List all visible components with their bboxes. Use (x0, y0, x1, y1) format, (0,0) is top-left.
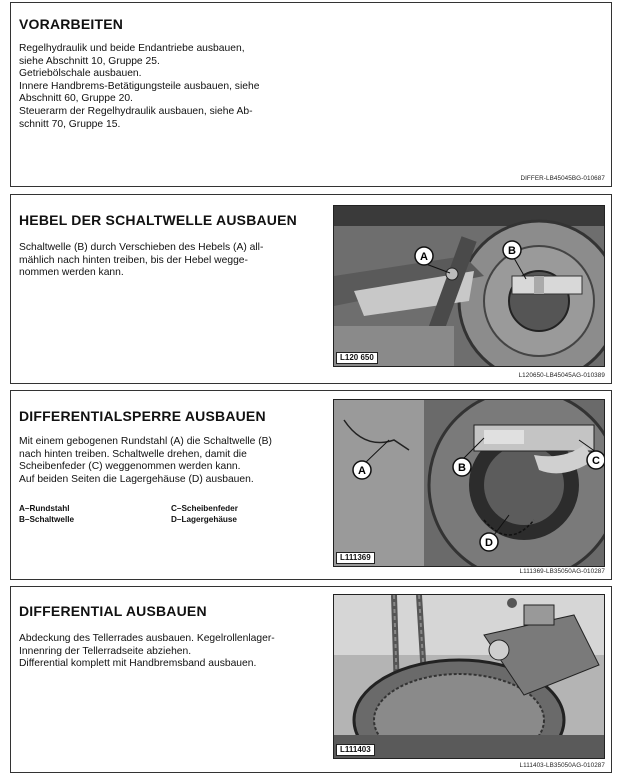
body-line: Mit einem gebogenen Rundstahl (A) die Schaltwelle (B) (19, 436, 272, 447)
callout-c: C (592, 455, 600, 467)
body-line: Scheibenfeder (C) weggenommen werden kann. (19, 461, 241, 473)
photo-illustration (334, 400, 604, 566)
body-line: Innenring der Tellerradseite abziehen. (19, 645, 192, 657)
section-title: VORARBEITEN (19, 16, 124, 32)
section-title: DIFFERENTIALSPERRE AUSBAUEN (19, 408, 266, 424)
callout-a: A (358, 465, 366, 477)
reference-code: DIFFER-LB45045BG-010687 (520, 175, 605, 182)
body-line: Regelhydraulik und beide Endantriebe ausbauen, (19, 43, 245, 54)
photo-illustration (334, 595, 604, 758)
section-differentialsperre (10, 390, 612, 580)
section-body (19, 43, 259, 131)
body-line: Innere Handbrems-Betätigungsteile ausbauen, siehe (19, 80, 260, 92)
body-line: Steuerarm der Regelhydraulik ausbauen, siehe Ab- (19, 105, 253, 117)
section-title: HEBEL DER SCHALTWELLE AUSBAUEN (19, 212, 297, 228)
body-line: Differential komplett mit Handbremsband ausbauen. (19, 658, 257, 670)
reference-code: L120650-LB45045AG-010389 (518, 372, 605, 379)
section-differential (10, 586, 612, 773)
legend-left (19, 504, 74, 525)
section-body (19, 242, 263, 280)
photo-label: L111369 (336, 552, 375, 564)
section-title: DIFFERENTIAL AUSBAUEN (19, 603, 207, 619)
legend-item: D–Lagergehäuse (171, 514, 237, 524)
body-line: schnitt 70, Gruppe 15. (19, 118, 121, 130)
body-line: Abschnitt 60, Gruppe 20. (19, 93, 133, 105)
section-hebel-schaltwelle (10, 194, 612, 384)
body-line: Schaltwelle (B) durch Verschieben des Hebels (A) all- (19, 242, 264, 253)
body-line: Getriebölschale ausbauen. (19, 68, 142, 80)
body-line: Abdeckung des Tellerrades ausbauen. Kegelrollenlager- (19, 633, 275, 644)
body-line: Auf beiden Seiten die Lagergehäuse (D) ausbauen. (19, 473, 254, 485)
reference-code: L111403-LB35050AG-010287 (519, 762, 605, 769)
callout-b: B (458, 462, 466, 474)
photo-differential (333, 594, 605, 759)
legend-right (171, 504, 238, 525)
photo-shift-lever (333, 205, 605, 367)
body-line: nommen werden kann. (19, 267, 124, 279)
photo-illustration (334, 206, 604, 366)
photo-label: L111403 (336, 744, 375, 756)
body-line: mählich nach hinten treiben, bis der Hebel wegge- (19, 254, 248, 266)
reference-code: L111369-LB35050AG-010287 (519, 568, 605, 575)
photo-diff-lock (333, 399, 605, 567)
legend-item: C–Scheibenfeder (171, 504, 238, 513)
body-line: nach hinten treiben. Schaltwelle drehen, damit die (19, 448, 247, 460)
legend-item: A–Rundstahl (19, 504, 70, 513)
section-body (19, 436, 272, 486)
callout-d: D (485, 537, 493, 549)
photo-label: L120 650 (336, 352, 378, 364)
section-body (19, 633, 275, 671)
callout-a: A (420, 251, 428, 263)
callout-b: B (508, 245, 516, 257)
section-vorarbeiten (10, 2, 612, 187)
legend-item: B–Schaltwelle (19, 514, 75, 524)
body-line: siehe Abschnitt 10, Gruppe 25. (19, 55, 160, 67)
